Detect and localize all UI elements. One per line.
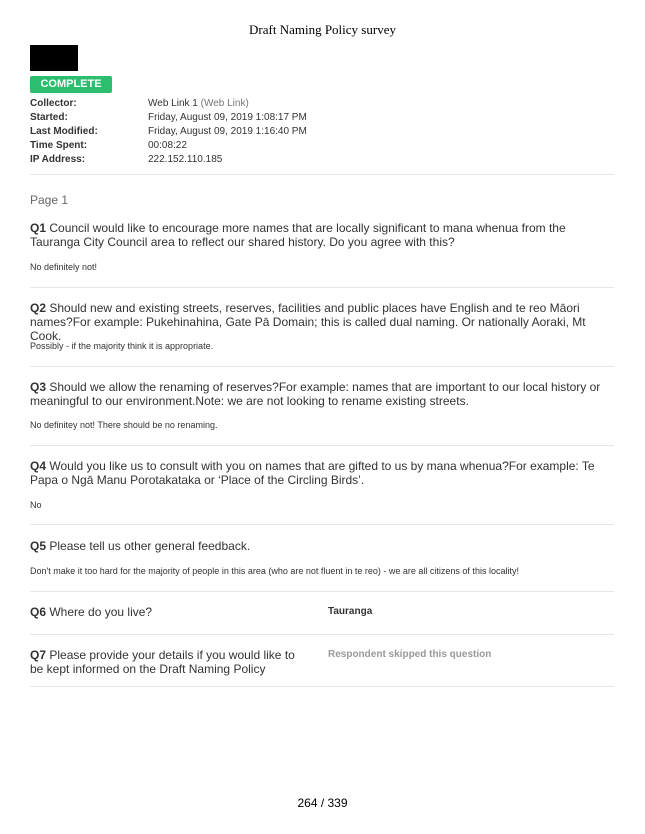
answer-q3: No definitey not! There should be no renaming. bbox=[30, 420, 218, 430]
question-text: Council would like to encourage more names that are locally significant to mana whenua from the Tauranga City Council area to reflect our shared history. Do you agree with this? bbox=[30, 221, 566, 249]
answer-q1: No definitely not! bbox=[30, 262, 98, 272]
meta-key: Time Spent: bbox=[30, 140, 88, 151]
question-number: Q2 bbox=[30, 301, 47, 315]
question-q1 bbox=[30, 221, 614, 249]
divider bbox=[30, 524, 614, 525]
meta-value: Friday, August 09, 2019 1:08:17 PM bbox=[148, 112, 307, 123]
question-text: Should new and existing streets, reserves, facilities and public places have English and te reo Māori names?For example: Pukehinahina, Gate Pā Domain; this is called dual naming. Or nationally Aoraki, Mt Cook. bbox=[30, 301, 586, 343]
answer-q2: Possibly - if the majority think it is appropriate. bbox=[30, 341, 214, 351]
meta-value: 222.152.110.185 bbox=[148, 154, 223, 165]
status-badge: COMPLETE bbox=[30, 76, 112, 93]
question-number: Q4 bbox=[30, 459, 47, 473]
document-title: Draft Naming Policy survey bbox=[249, 22, 396, 37]
page-label: Page 1 bbox=[30, 193, 69, 207]
meta-value bbox=[148, 97, 249, 111]
question-q6 bbox=[30, 605, 310, 619]
question-q4 bbox=[30, 459, 614, 487]
meta-key: Collector: bbox=[30, 98, 77, 109]
question-text: Please provide your details if you would like to be kept informed on the Draft Naming Policy bbox=[30, 648, 295, 676]
question-q2 bbox=[30, 301, 614, 343]
meta-row-collector bbox=[30, 97, 307, 111]
meta-row-last-modified bbox=[30, 125, 307, 139]
meta-key: Last Modified: bbox=[30, 126, 98, 137]
divider bbox=[30, 634, 614, 635]
respondent-meta bbox=[30, 97, 307, 167]
question-number: Q7 bbox=[30, 648, 47, 662]
answer-q4: No bbox=[30, 500, 42, 510]
divider bbox=[30, 366, 614, 367]
redacted-logo-block bbox=[30, 45, 78, 71]
collector-type: (Web Link) bbox=[197, 98, 249, 109]
question-text: Please tell us other general feedback. bbox=[49, 539, 251, 553]
question-text: Where do you live? bbox=[49, 605, 153, 619]
question-text: Should we allow the renaming of reserves?For example: names that are important to our local history or meaningful to our environment.Note: we are not looking to rename existing streets. bbox=[30, 380, 601, 408]
page-number: 264 / 339 bbox=[297, 796, 348, 810]
question-number: Q1 bbox=[30, 221, 47, 235]
question-number: Q5 bbox=[30, 539, 47, 553]
meta-row-ip-address bbox=[30, 153, 307, 167]
meta-key: IP Address: bbox=[30, 154, 86, 165]
meta-row-started bbox=[30, 111, 307, 125]
meta-row-time-spent bbox=[30, 139, 307, 153]
meta-key: Started: bbox=[30, 112, 68, 123]
answer-q5: Don't make it too hard for the majority of people in this area (who are not fluent in te reo) - we are all citizens of this locality! bbox=[30, 566, 519, 576]
question-q5 bbox=[30, 539, 614, 553]
question-text: Would you like us to consult with you on names that are gifted to us by mana whenua?For example: Te Papa o Ngā Manu Porotakataka or ‘Place of the Circling Birds’. bbox=[30, 459, 595, 487]
question-number: Q6 bbox=[30, 605, 47, 619]
answer-q6: Tauranga bbox=[328, 606, 373, 617]
question-q7 bbox=[30, 648, 310, 676]
question-number: Q3 bbox=[30, 380, 47, 394]
question-q3 bbox=[30, 380, 614, 408]
divider bbox=[30, 445, 614, 446]
divider bbox=[30, 287, 614, 288]
collector-name: Web Link 1 bbox=[148, 98, 198, 109]
meta-value: Friday, August 09, 2019 1:16:40 PM bbox=[148, 126, 307, 137]
answer-q7: Respondent skipped this question bbox=[328, 649, 492, 660]
meta-value: 00:08:22 bbox=[148, 140, 187, 151]
divider bbox=[30, 591, 614, 592]
divider bbox=[30, 174, 614, 175]
divider bbox=[30, 686, 614, 687]
